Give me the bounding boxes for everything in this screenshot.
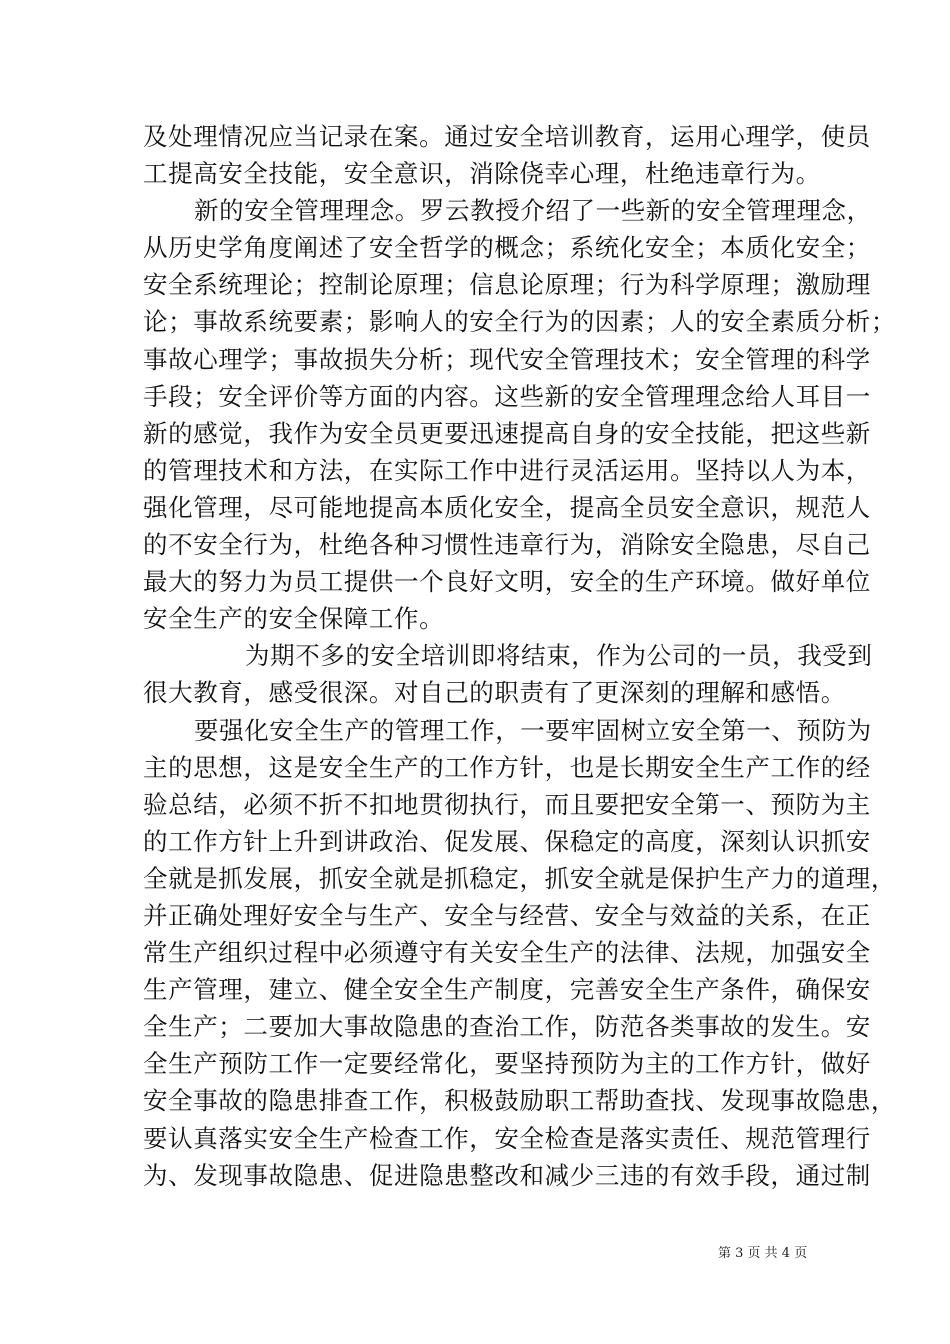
text-line: 要认真落实安全生产检查工作，安全检查是落实责任、规范管理行 <box>143 1123 871 1153</box>
text-line: 全生产预防工作一定要经常化，要坚持预防为主的工作方针，做好 <box>143 1049 871 1079</box>
document-body <box>143 118 896 1194</box>
text-line: 全就是抓发展，抓安全就是抓稳定，抓安全就是保护生产力的道理， <box>143 863 896 893</box>
text-line: 从历史学角度阐述了安全哲学的概念；系统化安全；本质化安全； <box>143 233 871 263</box>
text-line: 验总结，必须不折不扣地贯彻执行，而且要把安全第一、预防为主 <box>143 789 871 819</box>
text-line: 常生产组织过程中必须遵守有关安全生产的法律、法规，加强安全 <box>143 938 871 968</box>
text-line: 的管理技术和方法，在实际工作中进行灵活运用。坚持以人为本， <box>143 455 871 485</box>
text-line: 安全系统理论；控制论原理；信息论原理；行为科学原理；激励理 <box>143 270 871 300</box>
text-line: 强化管理，尽可能地提高本质化安全，提高全员安全意识，规范人 <box>143 492 871 522</box>
text-line: 为、发现事故隐患、促进隐患整改和减少三违的有效手段，通过制 <box>143 1160 871 1190</box>
text-line: 事故心理学；事故损失分析；现代安全管理技术；安全管理的科学 <box>143 344 871 374</box>
text-line: 新的感觉，我作为安全员更要迅速提高自身的安全技能，把这些新 <box>143 418 871 448</box>
text-line: 的工作方针上升到讲政治、促发展、保稳定的高度，深刻认识抓安 <box>143 826 871 856</box>
text-line: 及处理情况应当记录在案。通过安全培训教育，运用心理学，使员 <box>143 122 871 151</box>
text-line: 工提高安全技能，安全意识，消除侥幸心理，杜绝违章行为。 <box>143 159 821 189</box>
paragraph-start-line: 为期不多的安全培训即将结束，作为公司的一员，我受到 <box>245 641 873 671</box>
text-line: 论；事故系统要素；影响人的安全行为的因素；人的安全素质分析； <box>143 307 896 337</box>
text-line: 安全生产的安全保障工作。 <box>143 604 445 634</box>
text-line: 安全事故的隐患排查工作，积极鼓励职工帮助查找、发现事故隐患， <box>143 1086 896 1116</box>
text-line: 生产管理，建立、健全安全生产制度，完善安全生产条件，确保安 <box>143 975 871 1005</box>
text-line: 的不安全行为，杜绝各种习惯性违章行为，消除安全隐患，尽自己 <box>143 530 871 560</box>
page-number-footer: 第 3 页 共 4 页 <box>718 1246 808 1261</box>
text-line: 最大的努力为员工提供一个良好文明，安全的生产环境。做好单位 <box>143 567 871 597</box>
text-line: 并正确处理好安全与生产、安全与经营、安全与效益的关系，在正 <box>143 900 871 930</box>
text-line: 手段；安全评价等方面的内容。这些新的安全管理理念给人耳目一 <box>143 381 871 411</box>
text-line: 全生产；二要加大事故隐患的查治工作，防范各类事故的发生。安 <box>143 1012 871 1042</box>
text-line: 很大教育，感受很深。对自己的职责有了更深刻的理解和感悟。 <box>143 678 846 708</box>
paragraph-start-line: 要强化安全生产的管理工作，一要牢固树立安全第一、预防为 <box>194 715 872 745</box>
paragraph-start-line: 新的安全管理理念。罗云教授介绍了一些新的安全管理理念， <box>194 196 872 226</box>
text-line: 主的思想，这是安全生产的工作方针，也是长期安全生产工作的经 <box>143 752 871 782</box>
